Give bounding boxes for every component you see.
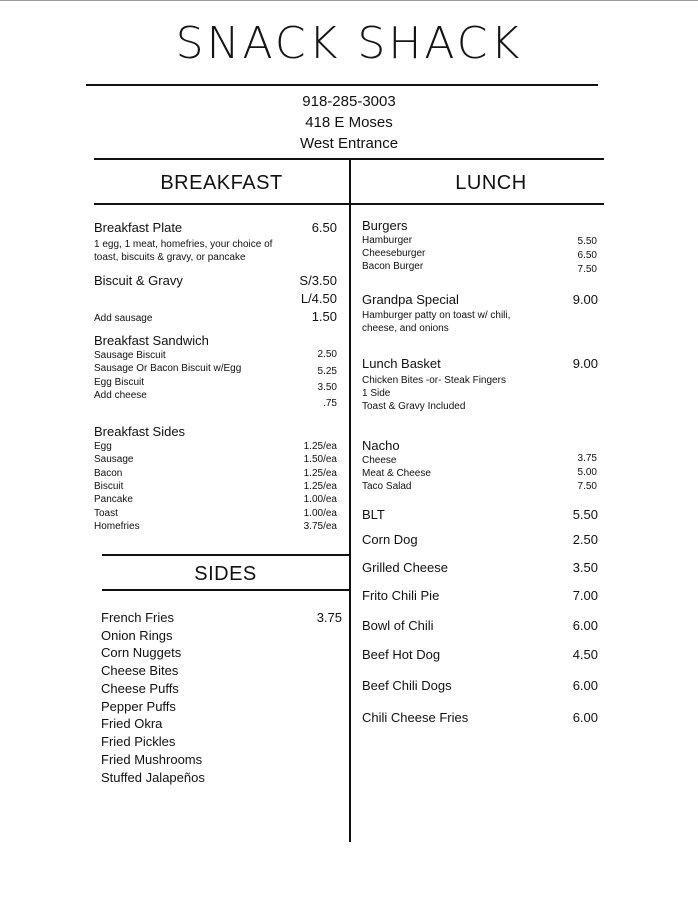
biscuit-gravy-name: Biscuit & Gravy: [94, 273, 183, 288]
breakfast-plate-price: 6.50: [311, 220, 337, 235]
breakfast-plate-name: Breakfast Plate: [94, 220, 183, 235]
list-item: Cheese Bites: [101, 663, 179, 678]
list-item: Pancake: [94, 494, 133, 505]
list-item-price: 7.50: [577, 264, 597, 275]
list-item-price: 3.75: [316, 610, 342, 625]
list-item: Sausage: [94, 454, 134, 465]
list-item: Stuffed Jalapeños: [101, 770, 205, 785]
grandpa-special-name: Grandpa Special: [362, 292, 459, 307]
entrance: West Entrance: [299, 135, 399, 152]
biscuit-gravy-price-large: L/4.50: [300, 291, 337, 306]
lunch-basket-line: 1 Side: [362, 388, 391, 399]
list-item: Cheese Puffs: [101, 681, 179, 696]
list-item-price: 3.75/ea: [303, 521, 337, 532]
page-title: SNACK SHACK: [175, 18, 523, 69]
list-item: Homefries: [94, 521, 140, 532]
list-item-price: 1.25/ea: [303, 481, 337, 492]
column-divider: [349, 160, 351, 842]
list-item-price: 7.00: [572, 588, 598, 603]
list-item: Beef Hot Dog: [362, 647, 441, 662]
phone: 918-285-3003: [302, 93, 396, 110]
list-item: Bowl of Chili: [362, 618, 434, 633]
list-item: Sausage Biscuit: [94, 350, 166, 361]
list-item: French Fries: [101, 610, 174, 625]
breakfast-sandwich-heading: Breakfast Sandwich: [94, 333, 209, 348]
nacho-heading: Nacho: [362, 438, 400, 453]
list-item-price: 3.50: [572, 560, 598, 575]
lunch-basket-line: Chicken Bites -or- Steak Fingers: [362, 375, 506, 386]
biscuit-gravy-price-small: S/3.50: [299, 273, 337, 288]
grandpa-special-price: 9.00: [572, 292, 598, 307]
list-item-price: 5.00: [577, 467, 597, 478]
breakfast-plate-desc: 1 egg, 1 meat, homefries, your choice of toast, biscuits & gravy, or pancake: [94, 239, 273, 263]
list-item-price: 1.25/ea: [303, 468, 337, 479]
list-item-price: 6.50: [577, 250, 597, 261]
list-item: Egg Biscuit: [94, 377, 145, 388]
list-item-price: 2.50: [572, 532, 598, 547]
list-item: Chili Cheese Fries: [362, 710, 469, 725]
list-item-price: .75: [323, 398, 337, 409]
list-item-price: 2.50: [317, 349, 337, 360]
list-item: Cheese: [362, 455, 397, 466]
lunch-basket-line: Toast & Gravy Included: [362, 401, 466, 412]
lunch-heading: LUNCH: [455, 172, 527, 194]
list-item: Meat & Cheese: [362, 468, 431, 479]
list-item-price: 3.75: [577, 453, 597, 464]
list-item: Corn Nuggets: [101, 645, 182, 660]
list-item: Grilled Cheese: [362, 560, 448, 575]
list-item: Sausage Or Bacon Biscuit w/Egg: [94, 363, 242, 374]
list-item: Toast: [94, 508, 118, 519]
list-item-price: 6.00: [572, 710, 598, 725]
breakfast-heading: BREAKFAST: [160, 172, 283, 194]
list-item: Fried Mushrooms: [101, 752, 203, 767]
list-item: Fried Pickles: [101, 734, 176, 749]
list-item: BLT: [362, 507, 385, 522]
list-item: Beef Chili Dogs: [362, 678, 452, 693]
add-sausage-price: 1.50: [311, 309, 337, 324]
list-item: Fried Okra: [101, 716, 163, 731]
list-item-price: 1.50/ea: [303, 454, 337, 465]
list-item: Biscuit: [94, 481, 124, 492]
title-divider: [86, 84, 598, 86]
list-item-price: 7.50: [577, 481, 597, 492]
lunch-heading-divider: [351, 203, 604, 205]
list-item-price: 6.00: [572, 678, 598, 693]
list-item: Cheeseburger: [362, 248, 426, 259]
list-item: Corn Dog: [362, 532, 418, 547]
list-item: Taco Salad: [362, 481, 412, 492]
list-item-price: 5.25: [317, 366, 337, 377]
list-item-price: 1.25/ea: [303, 441, 337, 452]
top-border: [0, 0, 698, 1]
lunch-basket-price: 9.00: [572, 356, 598, 371]
breakfast-sides-heading: Breakfast Sides: [94, 424, 186, 439]
list-item-price: 6.00: [572, 618, 598, 633]
list-item: Egg: [94, 441, 112, 452]
breakfast-heading-divider: [94, 203, 349, 205]
grandpa-special-desc: Hamburger patty on toast w/ chili, cheese, and onions: [362, 310, 511, 334]
list-item: Pepper Puffs: [101, 699, 176, 714]
list-item-price: 5.50: [572, 507, 598, 522]
list-item-price: 3.50: [317, 382, 337, 393]
address: 418 E Moses: [305, 114, 393, 131]
list-item-price: 5.50: [577, 236, 597, 247]
sides-heading-divider: [102, 589, 349, 591]
list-item: Add cheese: [94, 390, 147, 401]
list-item-price: 1.00/ea: [303, 494, 337, 505]
list-item-price: 4.50: [572, 647, 598, 662]
list-item: Bacon: [94, 468, 123, 479]
sides-top-divider: [102, 554, 349, 556]
add-sausage-name: Add sausage: [94, 313, 153, 324]
list-item: Onion Rings: [101, 628, 173, 643]
lunch-basket-name: Lunch Basket: [362, 356, 441, 371]
list-item: Bacon Burger: [362, 261, 424, 272]
list-item: Hamburger: [362, 235, 413, 246]
sides-heading: SIDES: [194, 563, 257, 585]
burgers-heading: Burgers: [362, 218, 408, 233]
list-item-price: 1.00/ea: [303, 508, 337, 519]
list-item: Frito Chili Pie: [362, 588, 440, 603]
